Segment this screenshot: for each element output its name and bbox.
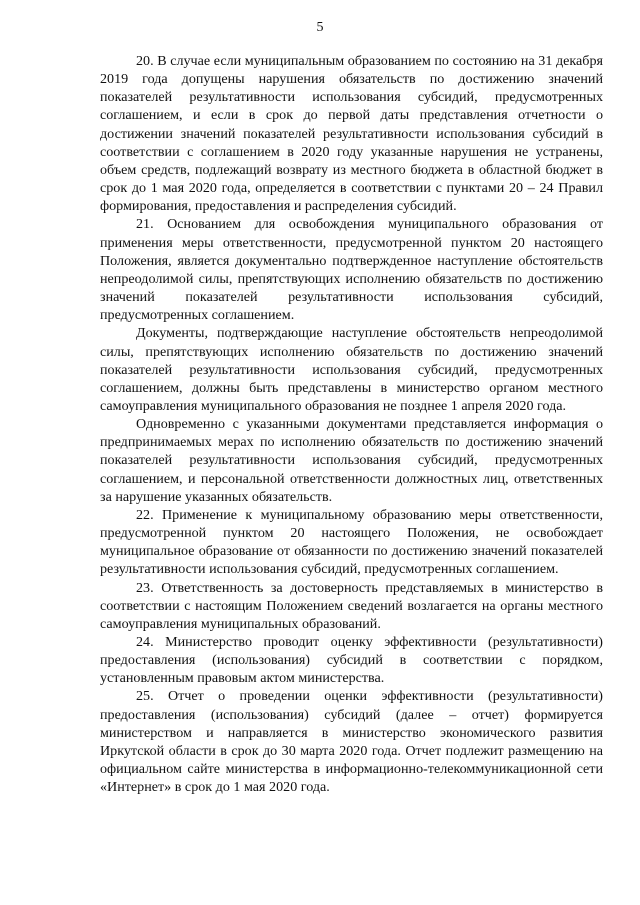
paragraph-20: 20. В случае если муниципальным образованием по состоянию на 31 декабря 2019 года допущены нарушения обязательств по достижению значений показателей результативности использования субсидий, предусмотренных соглашением, и если в срок до первой даты представления отчетности о достижении значений показателей результативности использования субсидий в соответствии с соглашением в 2020 году указанные нарушения не устранены, объем средств, подлежащий возврату из местного бюджета в областной бюджет в срок до 1 мая 2020 года, определяется в соответствии с пунктами 20 – 24 Правил формирования, предоставления и распределения субсидий. xyxy=(100,53,603,215)
paragraph-24: 24. Министерство проводит оценку эффективности (результативности) предоставления (использования) субсидий в соответствии с порядком, установленным правовым актом министерства. xyxy=(100,634,603,687)
paragraph-21-documents: Документы, подтверждающие наступление обстоятельств непреодолимой силы, препятствующих исполнению обязательств по достижению значений показателей результативности использования субсидий, предусмотренных соглашением, должны быть представлены в министерство органом местного самоуправления муниципального образования не позднее 1 апреля 2020 года. xyxy=(100,325,603,414)
page-number: 5 xyxy=(316,20,324,35)
document-body xyxy=(100,52,603,796)
paragraph-21-information: Одновременно с указанными документами представляется информация о предпринимаемых мерах по исполнению обязательств по достижению значений показателей результативности использования субсидий, предусмотренных соглашением, и персональной ответственности должностных лиц, ответственных за нарушение указанных обязательств. xyxy=(100,416,603,505)
paragraph-22: 22. Применение к муниципальному образованию меры ответственности, предусмотренной пунктом 20 настоящего Положения, не освобождает муниципальное образование от обязанности по достижению значений показателей результативности использования субсидий, предусмотренных соглашением. xyxy=(100,506,603,578)
paragraph-25: 25. Отчет о проведении оценки эффективности (результативности) предоставления (использования) субсидий (далее – отчет) формируется министерством и направляется в министерство экономического развития Иркутской области в срок до 30 марта 2020 года. Отчет подлежит размещению на официальном сайте министерства в информационно-телекоммуникационной сети «Интернет» в срок до 1 мая 2020 года. xyxy=(100,688,603,796)
paragraph-21: 21. Основанием для освобождения муниципального образования от применения меры ответственности, предусмотренной пунктом 20 настоящего Положения, является документально подтвержденное наступление обстоятельств непреодолимой силы, препятствующих исполнению обязательств по достижению значений показателей результативности использования субсидий, предусмотренных соглашением. xyxy=(100,216,603,324)
paragraph-23: 23. Ответственность за достоверность представляемых в министерство в соответствии с настоящим Положением сведений возлагается на органы местного самоуправления муниципальных образований. xyxy=(100,579,603,632)
